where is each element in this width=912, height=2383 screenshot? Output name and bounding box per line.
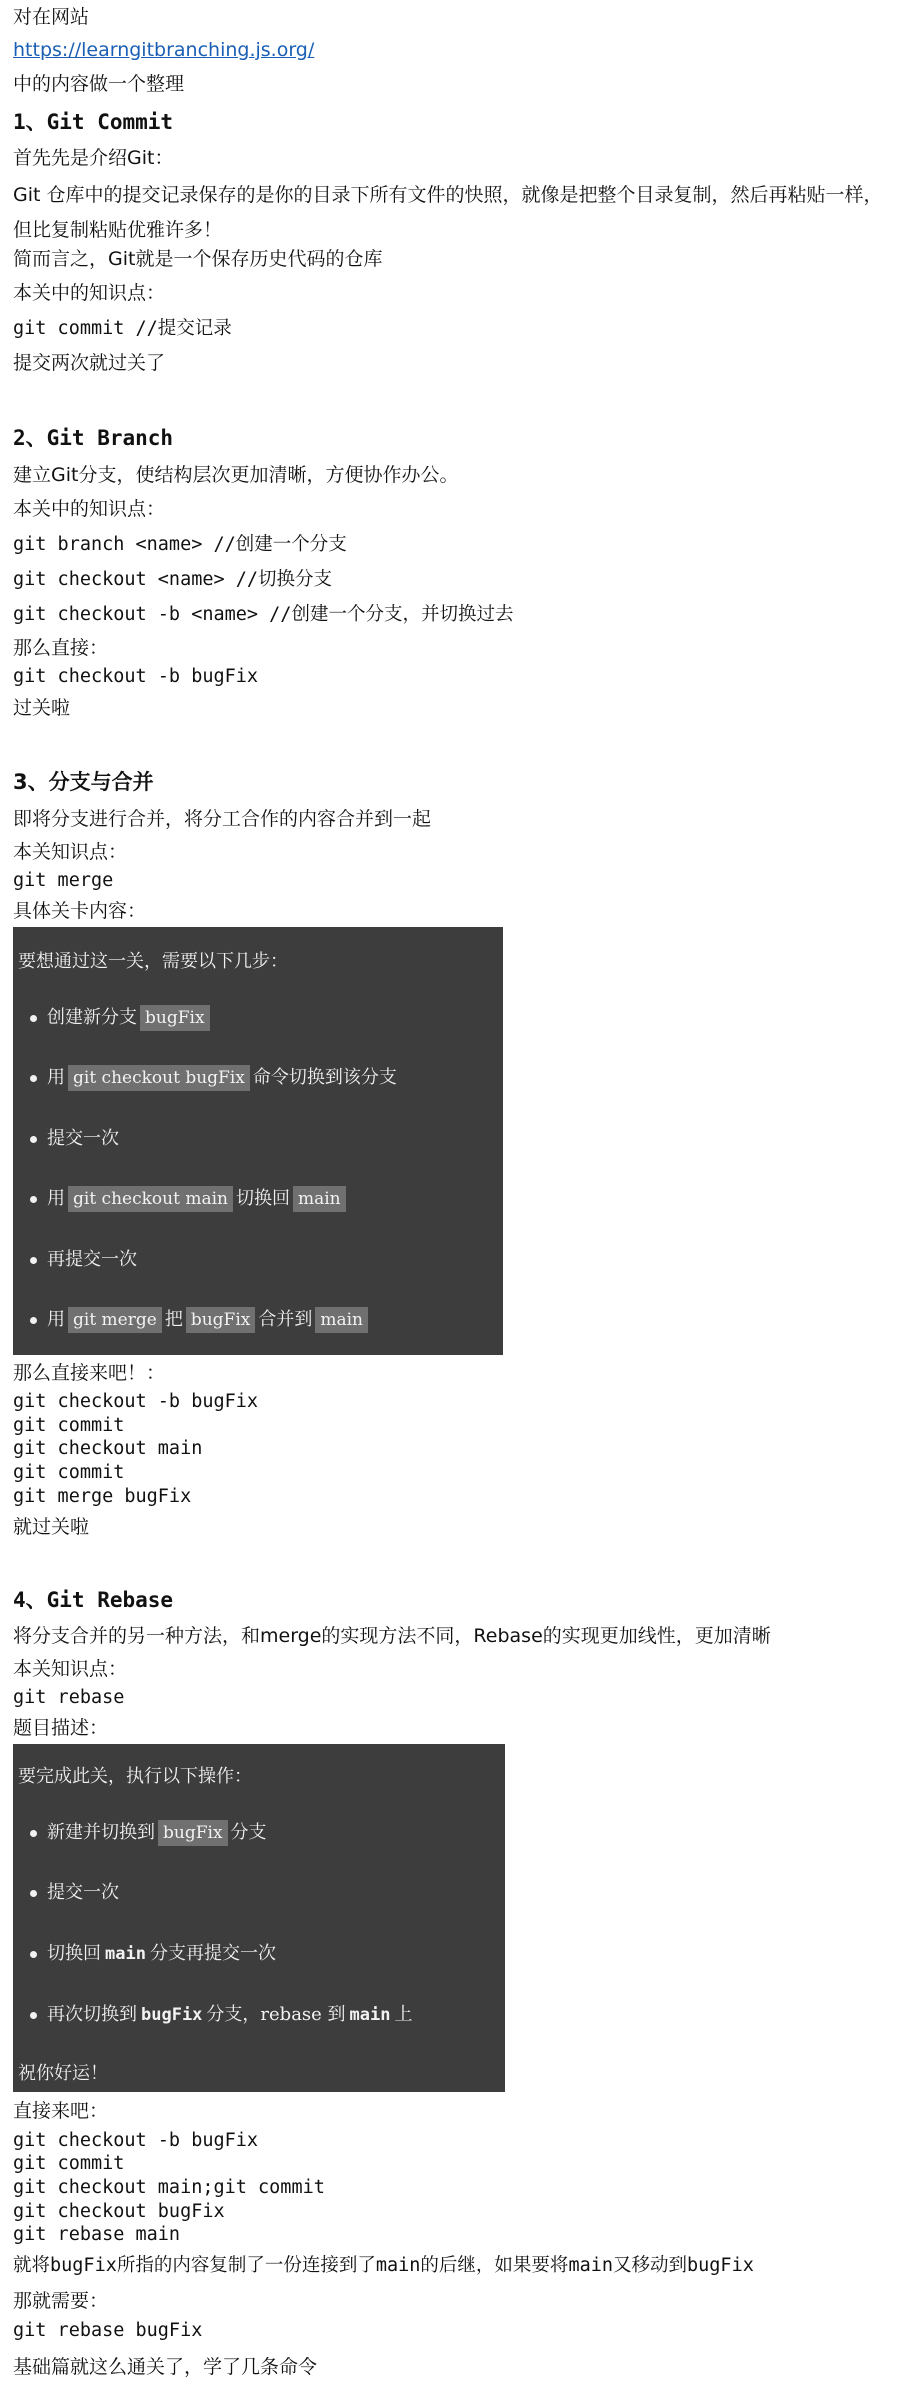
inline-code: git checkout main	[68, 1186, 233, 1212]
code-line: git branch <name> //创建一个分支	[13, 534, 347, 555]
inline-code: git merge	[68, 1307, 162, 1333]
code-line: git checkout -b bugFix	[13, 2130, 259, 2151]
code-line: git checkout -b bugFix	[13, 666, 259, 687]
inline-code: bugFix	[141, 2005, 203, 2025]
paragraph: 那就需要：	[13, 2290, 109, 2312]
paragraph: Git 仓库中的提交记录保存的是你的目录下所有文件的快照，就像是把整个目录复制，然后再粘贴一样，但比复制粘贴优雅许多！	[13, 184, 883, 241]
closing-text: 基础篇就这么通关了，学了几条命令	[13, 2356, 318, 2378]
inline-code: git checkout bugFix	[68, 1065, 250, 1091]
list-item: 创建新分支 bugFix	[47, 1004, 213, 1032]
paragraph: 提交两次就过关了	[13, 352, 166, 374]
list-item: 再次切换到 bugFix 分支，rebase 到 main 上	[47, 2001, 413, 2029]
list-item: 用 git merge 把 bugFix 合并到 main	[47, 1306, 371, 1334]
paragraph: 即将分支进行合并，将分工合作的内容合并到一起	[13, 808, 432, 830]
list-item: 用 git checkout bugFix 命令切换到该分支	[47, 1064, 397, 1092]
list-item: 切换回 main 分支再提交一次	[47, 1940, 276, 1968]
code-line: git merge bugFix	[13, 1486, 192, 1507]
code-line: git rebase main	[13, 2224, 181, 2245]
level-instructions-box	[13, 1744, 505, 2092]
paragraph: 具体关卡内容：	[13, 900, 147, 922]
list-item: 再提交一次	[47, 1246, 137, 1274]
code-line: git commit	[13, 1415, 125, 1436]
paragraph: 直接来吧：	[13, 2100, 109, 2122]
box-intro: 要想通过这一关，需要以下几步：	[18, 951, 288, 972]
paragraph: 那么直接来吧！：	[13, 1362, 166, 1384]
paragraph: 将分支合并的另一种方法，和merge的实现方法不同，Rebase的实现更加线性，更加清晰	[13, 1625, 771, 1647]
code-line: git checkout main	[13, 1438, 203, 1459]
list-item: 新建并切换到 bugFix 分支	[47, 1819, 267, 1847]
list-item: 提交一次	[47, 1125, 119, 1153]
inline-code: bugFix	[140, 1005, 210, 1031]
inline-code: bugFix	[186, 1307, 256, 1333]
paragraph: 首先先是介绍Git：	[13, 147, 174, 169]
code-line: git checkout <name> //切换分支	[13, 569, 333, 590]
paragraph: 就过关啦	[13, 1516, 90, 1538]
code-line: git checkout -b bugFix	[13, 1391, 259, 1412]
box-outro: 祝你好运！	[18, 2063, 108, 2084]
code-line: git rebase	[13, 1687, 125, 1708]
inline-code: main	[349, 2005, 391, 2025]
code-line: git commit	[13, 1462, 125, 1483]
section-heading: 1、Git Commit	[13, 110, 174, 134]
code-line: git merge	[13, 870, 114, 891]
box-intro: 要完成此关，执行以下操作：	[18, 1766, 252, 1787]
list-item: 用 git checkout main 切换回 main	[47, 1185, 349, 1213]
code-line: git commit	[13, 2153, 125, 2174]
site-link[interactable]: https://learngitbranching.js.org/	[13, 39, 315, 61]
paragraph: 本关中的知识点：	[13, 282, 166, 304]
inline-code: main	[315, 1307, 368, 1333]
paragraph: 题目描述：	[13, 1717, 109, 1739]
paragraph: 建立Git分支，使结构层次更加清晰，方便协作办公。	[13, 464, 459, 486]
paragraph: 本关知识点：	[13, 1658, 128, 1680]
list-item: 提交一次	[47, 1879, 119, 1907]
code-line: git checkout bugFix	[13, 2201, 225, 2222]
section-heading: 4、Git Rebase	[13, 1588, 174, 1612]
inline-code: main	[105, 1944, 146, 1964]
paragraph: 那么直接：	[13, 637, 109, 659]
intro-text: 对在网站	[13, 6, 90, 28]
paragraph: 本关中的知识点：	[13, 498, 166, 520]
section-heading: 3、分支与合并	[13, 770, 154, 794]
section-heading: 2、Git Branch	[13, 426, 174, 450]
paragraph: 过关啦	[13, 697, 71, 719]
code-line: git checkout -b <name> //创建一个分支，并切换过去	[13, 604, 514, 625]
code-line: git checkout main;git commit	[13, 2177, 325, 2198]
intro-text-2: 中的内容做一个整理	[13, 73, 185, 95]
paragraph: 就将bugFix所指的内容复制了一份连接到了main的后继，如果要将main又移动到bugFix	[13, 2255, 754, 2276]
paragraph: 简而言之，Git就是一个保存历史代码的仓库	[13, 248, 383, 270]
inline-code: bugFix	[158, 1820, 228, 1846]
level-instructions-box	[13, 927, 503, 1355]
code-line: git rebase bugFix	[13, 2320, 203, 2341]
code-line: git commit //提交记录	[13, 318, 232, 339]
paragraph: 本关知识点：	[13, 841, 128, 863]
inline-code: main	[293, 1186, 346, 1212]
